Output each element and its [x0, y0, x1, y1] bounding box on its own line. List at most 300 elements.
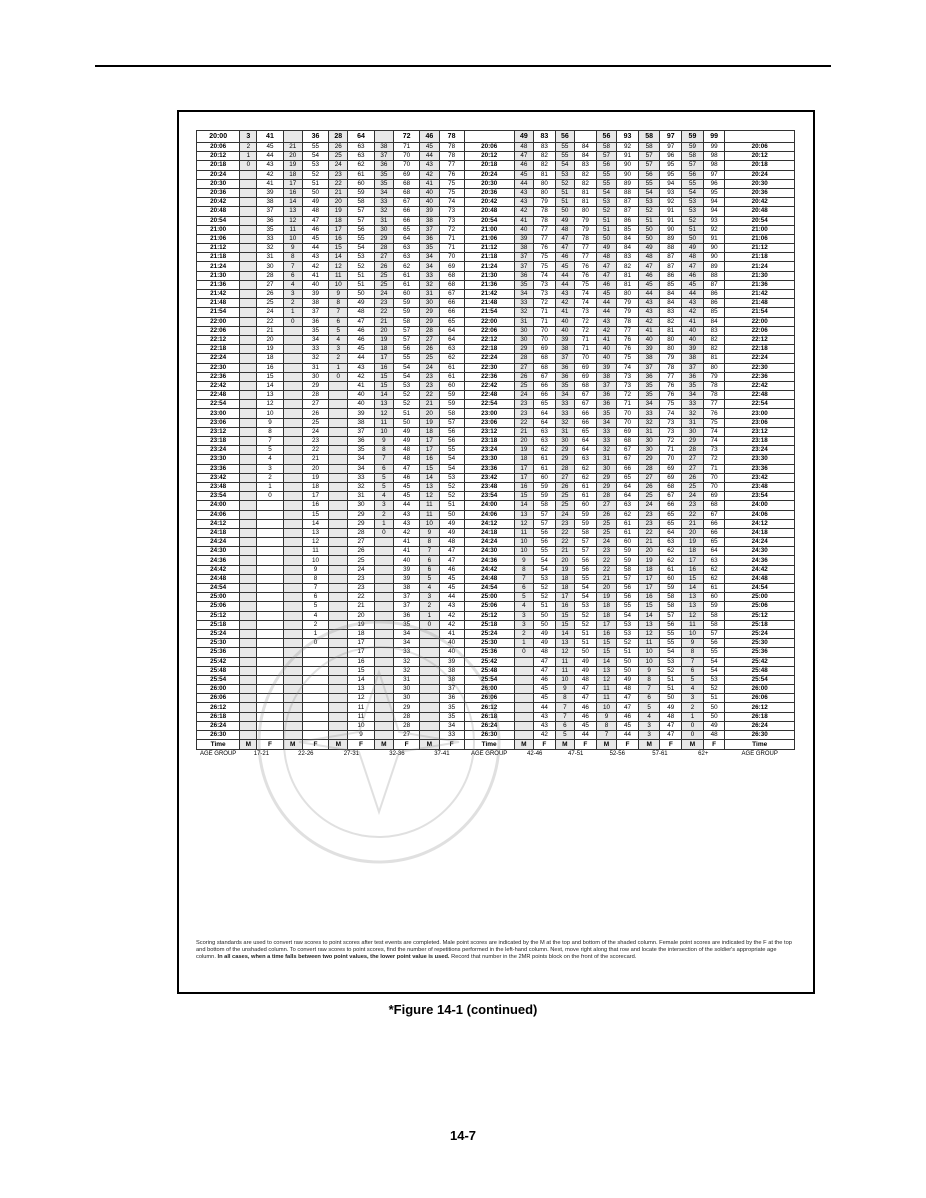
table-cell [240, 170, 257, 179]
table-cell: 13 [596, 666, 617, 675]
table-cell: 57 [682, 161, 704, 170]
table-cell: 33 [555, 400, 574, 409]
table-cell: 29 [638, 455, 660, 464]
table-cell: 61 [439, 363, 464, 372]
table-cell: 22:42 [197, 381, 240, 390]
table-cell [257, 675, 283, 684]
header-cell: 20:00 [197, 131, 240, 143]
table-cell: 18 [555, 574, 574, 583]
table-cell [374, 731, 393, 740]
table-cell [240, 234, 257, 243]
table-cell [329, 565, 348, 574]
table-cell: 16 [682, 565, 704, 574]
table-cell: 21:42 [725, 290, 795, 299]
table-cell: 15 [555, 611, 574, 620]
table-cell: 36 [257, 216, 283, 225]
table-cell: 35 [596, 409, 617, 418]
table-cell: 47 [575, 685, 597, 694]
table-cell: 23:00 [197, 409, 240, 418]
table-cell: 26:24 [197, 721, 240, 730]
table-cell: 79 [617, 308, 639, 317]
table-cell: 48 [638, 253, 660, 262]
table-cell: 21:18 [725, 253, 795, 262]
table-cell: 10 [348, 721, 374, 730]
table-cell [283, 731, 302, 740]
table-cell: 84 [660, 290, 682, 299]
table-cell: 49 [575, 666, 597, 675]
table-cell: 18 [283, 170, 302, 179]
footer-cell: Time [197, 740, 240, 750]
table-cell: 86 [703, 290, 725, 299]
table-cell [257, 648, 283, 657]
table-cell [257, 620, 283, 629]
table-cell: 20:36 [464, 188, 514, 197]
table-cell: 46 [682, 271, 704, 280]
table-cell [514, 712, 533, 721]
table-cell [420, 629, 439, 638]
table-cell: 26:12 [197, 703, 240, 712]
table-cell: 21 [682, 519, 704, 528]
table-cell: 55 [302, 143, 328, 152]
table-row [197, 179, 795, 188]
table-cell: 43 [682, 299, 704, 308]
table-cell: 39 [394, 574, 420, 583]
table-cell: 36 [596, 400, 617, 409]
table-cell: 21:54 [197, 308, 240, 317]
table-cell: 20:48 [464, 207, 514, 216]
table-cell: 59 [617, 547, 639, 556]
header-cell [464, 131, 514, 143]
table-cell: 50 [555, 207, 574, 216]
table-cell: 51 [394, 409, 420, 418]
table-row [197, 299, 795, 308]
table-cell: 77 [534, 225, 556, 234]
table-cell: 55 [596, 170, 617, 179]
age-group-cell: 22-26 [298, 751, 314, 758]
table-cell: 2 [682, 703, 704, 712]
table-cell [240, 381, 257, 390]
table-cell [420, 666, 439, 675]
table-cell: 24:06 [197, 510, 240, 519]
table-cell [514, 694, 533, 703]
table-cell [257, 584, 283, 593]
table-cell: 9 [638, 666, 660, 675]
table-cell: 30 [302, 372, 328, 381]
table-cell: 22:36 [725, 372, 795, 381]
table-cell [374, 629, 393, 638]
table-cell: 33 [420, 271, 439, 280]
table-cell: 59 [394, 299, 420, 308]
table-row [197, 574, 795, 583]
table-cell: 23 [302, 437, 328, 446]
table-cell: 48 [682, 253, 704, 262]
table-cell: 37 [682, 363, 704, 372]
table-cell: 51 [439, 501, 464, 510]
table-cell [329, 455, 348, 464]
table-cell: 99 [703, 143, 725, 152]
table-cell: 53 [617, 629, 639, 638]
table-cell: 12 [555, 648, 574, 657]
table-cell: 39 [348, 409, 374, 418]
table-cell: 53 [703, 675, 725, 684]
table-cell: 29 [420, 308, 439, 317]
table-cell: 32 [374, 207, 393, 216]
table-cell: 90 [617, 170, 639, 179]
table-cell: 43 [555, 290, 574, 299]
table-cell: 3 [514, 611, 533, 620]
table-cell: 22:00 [464, 317, 514, 326]
table-cell: 45 [534, 685, 556, 694]
table-cell: 3 [257, 464, 283, 473]
table-cell: 74 [660, 409, 682, 418]
table-cell: 20:42 [725, 198, 795, 207]
table-cell: 74 [617, 363, 639, 372]
table-cell: 40 [439, 639, 464, 648]
table-row [197, 482, 795, 491]
table-cell: 70 [394, 152, 420, 161]
table-cell: 25:48 [197, 666, 240, 675]
table-cell: 54 [703, 657, 725, 666]
table-cell: 73 [703, 446, 725, 455]
table-cell: 40 [348, 391, 374, 400]
table-cell: 64 [439, 335, 464, 344]
table-cell: 24:06 [464, 510, 514, 519]
table-cell: 42 [682, 308, 704, 317]
table-row [197, 391, 795, 400]
table-cell: 5 [682, 675, 704, 684]
table-cell [329, 620, 348, 629]
table-cell: 81 [617, 280, 639, 289]
table-cell: 23:42 [464, 473, 514, 482]
table-cell: 8 [638, 675, 660, 684]
table-cell [240, 253, 257, 262]
table-cell [374, 721, 393, 730]
table-cell: 37 [555, 354, 574, 363]
table-cell: 40 [555, 317, 574, 326]
table-cell: 27 [348, 538, 374, 547]
table-cell: 85 [617, 225, 639, 234]
table-cell: 30 [420, 299, 439, 308]
table-cell: 73 [660, 418, 682, 427]
table-cell: 31 [638, 427, 660, 436]
table-cell: 48 [596, 253, 617, 262]
table-cell: 50 [638, 234, 660, 243]
footer-cell: F [257, 740, 283, 750]
table-cell: 79 [575, 225, 597, 234]
table-cell: 75 [617, 354, 639, 363]
table-cell [374, 547, 393, 556]
table-cell: 2 [514, 629, 533, 638]
table-cell: 9 [596, 712, 617, 721]
table-cell: 29 [514, 345, 533, 354]
table-cell: 47 [660, 721, 682, 730]
table-cell: 31 [596, 455, 617, 464]
table-cell: 59 [682, 143, 704, 152]
table-row [197, 501, 795, 510]
table-cell: 75 [534, 262, 556, 271]
table-cell: 42 [257, 170, 283, 179]
table-cell: 0 [682, 721, 704, 730]
table-cell: 32 [394, 666, 420, 675]
table-cell: 40 [420, 188, 439, 197]
table-cell: 4 [420, 584, 439, 593]
table-cell: 52 [534, 584, 556, 593]
table-cell: 57 [394, 335, 420, 344]
table-cell: 23 [514, 409, 533, 418]
table-cell: 13 [638, 620, 660, 629]
table-cell: 27 [596, 501, 617, 510]
table-cell: 66 [660, 501, 682, 510]
table-cell [283, 391, 302, 400]
table-cell [283, 409, 302, 418]
table-cell: 5 [374, 482, 393, 491]
table-cell: 69 [703, 492, 725, 501]
table-cell: 29 [302, 381, 328, 390]
table-row [197, 565, 795, 574]
table-cell: 7 [302, 584, 328, 593]
table-cell [257, 565, 283, 574]
table-cell: 85 [703, 308, 725, 317]
table-cell: 16 [283, 188, 302, 197]
table-cell: 74 [575, 299, 597, 308]
table-cell: 24:48 [725, 574, 795, 583]
table-cell: 28 [682, 446, 704, 455]
table-cell: 17 [283, 179, 302, 188]
table-cell: 14 [420, 473, 439, 482]
table-cell: 37 [514, 253, 533, 262]
table-cell: 21 [257, 326, 283, 335]
table-cell: 51 [348, 280, 374, 289]
table-cell: 28 [514, 354, 533, 363]
table-cell: 44 [439, 593, 464, 602]
table-cell: 10 [638, 657, 660, 666]
table-cell: 0 [682, 731, 704, 740]
table-cell: 28 [555, 464, 574, 473]
table-cell: 82 [575, 170, 597, 179]
table-cell: 32 [394, 657, 420, 666]
table-cell: 52 [682, 216, 704, 225]
table-cell: 64 [534, 409, 556, 418]
table-cell: 36 [348, 437, 374, 446]
table-cell: 10 [420, 519, 439, 528]
table-row [197, 528, 795, 537]
table-cell [283, 372, 302, 381]
table-cell: 73 [660, 427, 682, 436]
table-row [197, 234, 795, 243]
table-cell: 25:12 [725, 611, 795, 620]
table-cell: 81 [660, 326, 682, 335]
table-cell: 51 [596, 216, 617, 225]
table-cell: 42 [348, 372, 374, 381]
table-cell: 34 [302, 335, 328, 344]
table-cell: 20 [302, 464, 328, 473]
table-cell: 24:24 [464, 538, 514, 547]
table-row [197, 326, 795, 335]
table-cell: 9 [374, 437, 393, 446]
table-cell: 61 [660, 565, 682, 574]
table-cell: 16 [420, 455, 439, 464]
table-cell [374, 657, 393, 666]
table-cell: 67 [534, 372, 556, 381]
table-cell: 61 [617, 528, 639, 537]
table-cell: 34 [348, 455, 374, 464]
table-cell: 63 [534, 437, 556, 446]
table-cell: 28 [596, 492, 617, 501]
table-cell: 40 [596, 345, 617, 354]
table-cell [283, 648, 302, 657]
table-cell: 6 [420, 556, 439, 565]
table-cell: 40 [420, 198, 439, 207]
table-cell: 27 [514, 363, 533, 372]
table-cell: 46 [555, 253, 574, 262]
table-cell: 31 [514, 317, 533, 326]
table-cell: 10 [329, 280, 348, 289]
table-cell: 23:00 [464, 409, 514, 418]
table-cell: 21:30 [197, 271, 240, 280]
table-cell: 4 [302, 611, 328, 620]
table-cell: 54 [682, 188, 704, 197]
table-cell [374, 556, 393, 565]
table-cell: 40 [514, 225, 533, 234]
table-cell: 13 [682, 602, 704, 611]
table-cell: 43 [257, 161, 283, 170]
table-cell: 63 [348, 143, 374, 152]
table-cell: 71 [534, 317, 556, 326]
table-cell: 75 [575, 280, 597, 289]
table-cell: 31 [302, 363, 328, 372]
table-cell: 5 [514, 593, 533, 602]
table-row [197, 409, 795, 418]
table-cell: 72 [660, 437, 682, 446]
table-cell: 9 [283, 244, 302, 253]
table-cell: 82 [534, 161, 556, 170]
table-cell: 63 [617, 501, 639, 510]
table-cell: 55 [703, 648, 725, 657]
table-cell: 33 [374, 198, 393, 207]
table-cell: 56 [575, 556, 597, 565]
table-cell: 54 [348, 244, 374, 253]
table-cell: 44 [514, 179, 533, 188]
table-cell: 69 [660, 473, 682, 482]
table-cell [374, 574, 393, 583]
table-cell: 68 [534, 363, 556, 372]
table-cell: 54 [555, 161, 574, 170]
table-cell: 49 [703, 721, 725, 730]
table-cell: 1 [420, 611, 439, 620]
table-cell: 41 [394, 538, 420, 547]
table-cell: 33 [257, 234, 283, 243]
table-cell: 20:42 [197, 198, 240, 207]
table-cell: 43 [638, 308, 660, 317]
age-group-cell: AGE GROUP [741, 751, 778, 758]
table-cell: 70 [394, 161, 420, 170]
table-cell [329, 639, 348, 648]
table-cell: 22:06 [725, 326, 795, 335]
table-cell: 19 [555, 565, 574, 574]
table-cell: 44 [257, 152, 283, 161]
table-cell: 47 [439, 556, 464, 565]
table-cell: 65 [394, 225, 420, 234]
table-cell: 40 [682, 326, 704, 335]
header-cell [374, 131, 393, 143]
table-cell: 33 [682, 400, 704, 409]
table-cell: 85 [660, 280, 682, 289]
table-cell: 51 [638, 216, 660, 225]
table-cell: 19 [329, 207, 348, 216]
table-cell: 89 [660, 234, 682, 243]
table-cell: 6 [329, 317, 348, 326]
table-cell [329, 492, 348, 501]
table-cell: 46 [596, 280, 617, 289]
table-cell: 36 [555, 363, 574, 372]
table-cell: 22 [257, 317, 283, 326]
table-cell: 21 [302, 455, 328, 464]
table-cell: 83 [534, 143, 556, 152]
table-cell: 21:12 [725, 244, 795, 253]
table-cell: 36 [394, 611, 420, 620]
table-cell [329, 675, 348, 684]
table-cell: 60 [703, 593, 725, 602]
table-cell: 39 [682, 345, 704, 354]
table-cell: 45 [596, 290, 617, 299]
table-cell: 23:54 [197, 492, 240, 501]
table-cell: 86 [617, 216, 639, 225]
table-cell [257, 731, 283, 740]
table-cell: 84 [617, 244, 639, 253]
table-cell: 17 [514, 473, 533, 482]
table-cell: 41 [348, 381, 374, 390]
table-row [197, 207, 795, 216]
table-cell: 90 [617, 161, 639, 170]
table-cell: 38 [394, 584, 420, 593]
table-cell: 26 [374, 262, 393, 271]
table-cell: 12 [257, 400, 283, 409]
table-cell: 47 [302, 216, 328, 225]
table-cell: 43 [596, 317, 617, 326]
table-cell: 56 [660, 620, 682, 629]
table-cell: 60 [439, 381, 464, 390]
table-cell: 35 [439, 703, 464, 712]
table-cell: 12 [374, 409, 393, 418]
table-cell: 52 [638, 207, 660, 216]
table-cell [302, 703, 328, 712]
table-cell: 73 [575, 308, 597, 317]
table-cell: 17 [348, 639, 374, 648]
table-cell: 13 [257, 391, 283, 400]
table-cell: 22:54 [197, 400, 240, 409]
table-cell: 20:12 [725, 152, 795, 161]
table-cell [420, 639, 439, 648]
table-cell: 22 [638, 528, 660, 537]
table-cell: 2 [240, 143, 257, 152]
table-row [197, 308, 795, 317]
table-cell: 30 [682, 427, 704, 436]
table-cell [514, 685, 533, 694]
table-cell: 29 [596, 482, 617, 491]
table-cell: 76 [660, 381, 682, 390]
table-cell: 51 [575, 629, 597, 638]
table-cell: 18 [555, 584, 574, 593]
table-cell: 80 [575, 207, 597, 216]
table-cell: 49 [682, 244, 704, 253]
table-cell: 11 [555, 657, 574, 666]
table-cell [283, 501, 302, 510]
table-cell [240, 335, 257, 344]
table-cell: 24:18 [464, 528, 514, 537]
table-cell: 38 [682, 354, 704, 363]
table-cell: 56 [703, 639, 725, 648]
table-cell: 3 [514, 620, 533, 629]
